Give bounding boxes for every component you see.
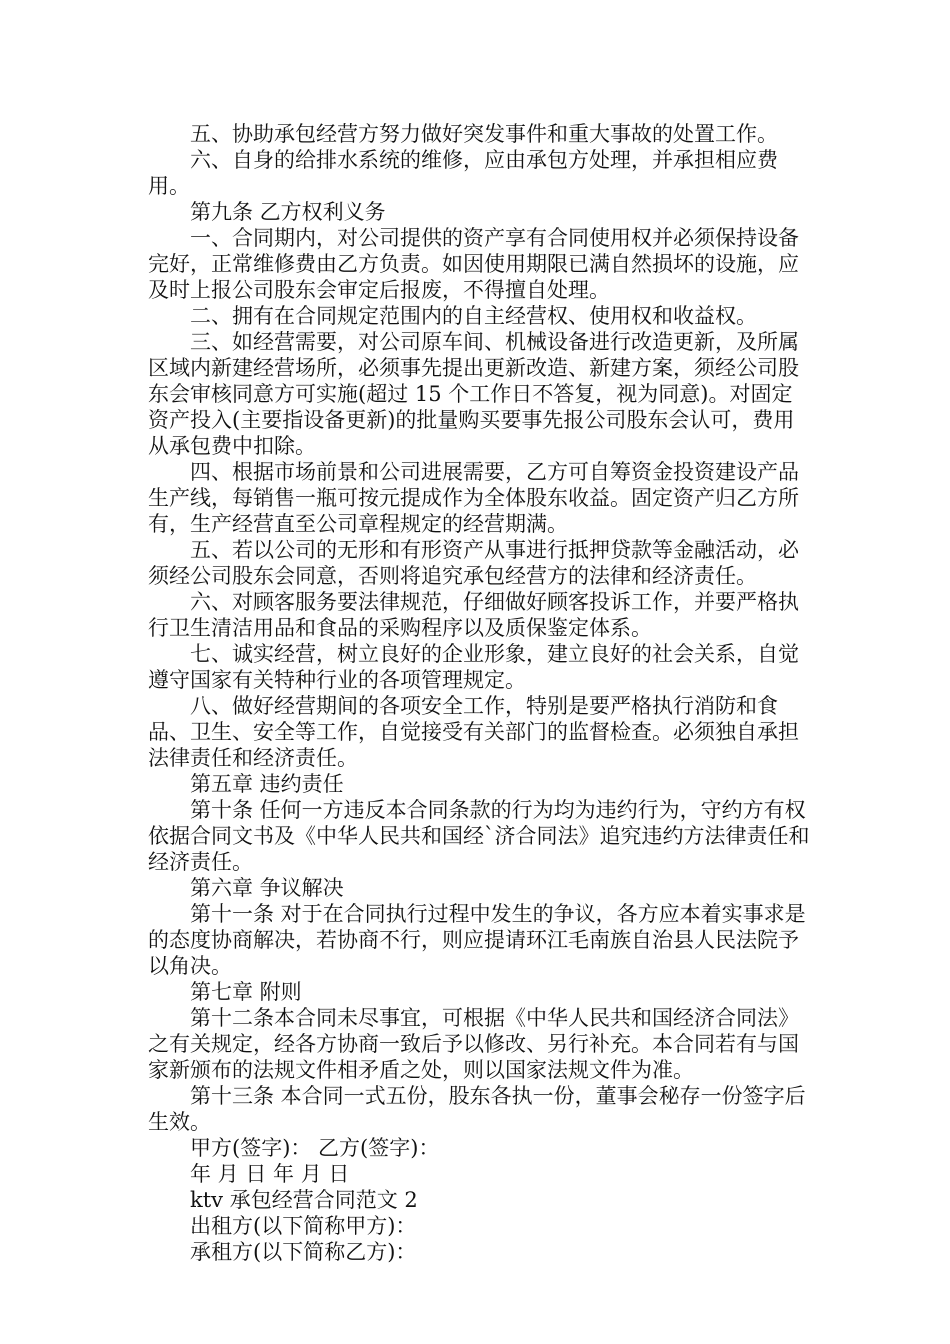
chapter-heading-7: 第七章 附则 [190, 980, 302, 1004]
paragraph-2: 六、自身的给排水系统的维修，应由承包方处理，并承担相应费用。 [148, 148, 778, 198]
lessor-line: 出租方(以下简称甲方)： [190, 1214, 417, 1238]
paragraph-6: 三、如经营需要，对公司原车间、机械设备进行改造更新，及所属区域内新建经营场所，必须事先提出更新改造、新建方案，须经公司股东会审核同意方可实施(超过 15 个工作日不答复，视为同意)。对固定资产投入(主要指设备更新)的批量购买要事先报公司股东会认可，费用从承包费中扣除。 [148, 330, 799, 458]
paragraph-7: 四、根据市场前景和公司进展需要，乙方可自筹资金投资建设产品生产线，每销售一瓶可按元提成作为全体股东收益。固定资产归乙方所有，生产经营直至公司章程规定的经营期满。 [148, 460, 799, 536]
paragraph-9: 六、对顾客服务要法律规范，仔细做好顾客投诉工作，并要严格执行卫生清洁用品和食品的采购程序以及质保鉴定体系。 [148, 590, 799, 640]
article-heading-9: 第九条 乙方权利义务 [190, 200, 386, 224]
paragraph-4: 一、合同期内，对公司提供的资产享有合同使用权并必须保持设备完好，正常维修费由乙方负责。如因使用期限已满自然损坏的设施，应及时上报公司股东会审定后报废，不得擅自处理。 [148, 226, 799, 302]
paragraph-10: 七、诚实经营，树立良好的企业形象，建立良好的社会关系，自觉遵守国家有关特种行业的各项管理规定。 [148, 642, 799, 692]
signature-line: 甲方(签字)： 乙方(签字)： [190, 1136, 440, 1160]
chapter-heading-5: 第五章 违约责任 [190, 772, 344, 796]
section-title: ktv 承包经营合同范文 2 [190, 1188, 418, 1212]
paragraph-1: 五、协助承包经营方努力做好突发事件和重大事故的处置工作。 [190, 122, 778, 146]
date-line: 年 月 日 年 月 日 [190, 1162, 350, 1186]
paragraph-18: 第十三条 本合同一式五份，股东各执一份，董事会秘存一份签字后生效。 [148, 1084, 806, 1134]
paragraph-8: 五、若以公司的无形和有形资产从事进行抵押贷款等金融活动，必须经公司股东会同意，否则将追究承包经营方的法律和经济责任。 [148, 538, 799, 588]
paragraph-13: 第十条 任何一方违反本合同条款的行为均为违约行为，守约方有权依据合同文书及《中华人民共和国经`济合同法》追究违约方法律责任和经济责任。 [148, 798, 810, 874]
paragraph-15: 第十一条 对于在合同执行过程中发生的争议，各方应本着实事求是的态度协商解决，若协商不行，则应提请环江毛南族自治县人民法院予以角决。 [148, 902, 806, 978]
lessee-line: 承租方(以下简称乙方)： [190, 1240, 417, 1264]
document-body [148, 121, 812, 1265]
chapter-heading-6: 第六章 争议解决 [190, 876, 344, 900]
paragraph-5: 二、拥有在合同规定范围内的自主经营权、使用权和收益权。 [190, 304, 757, 328]
paragraph-11: 八、做好经营期间的各项安全工作，特别是要严格执行消防和食品、卫生、安全等工作，自觉接受有关部门的监督检查。必须独自承担法律责任和经济责任。 [148, 694, 799, 770]
paragraph-17: 第十二条本合同未尽事宜，可根据《中华人民共和国经济合同法》之有关规定，经各方协商一致后予以修改、另行补充。本合同若有与国家新颁布的法规文件相矛盾之处，则以国家法规文件为准。 [148, 1006, 799, 1082]
